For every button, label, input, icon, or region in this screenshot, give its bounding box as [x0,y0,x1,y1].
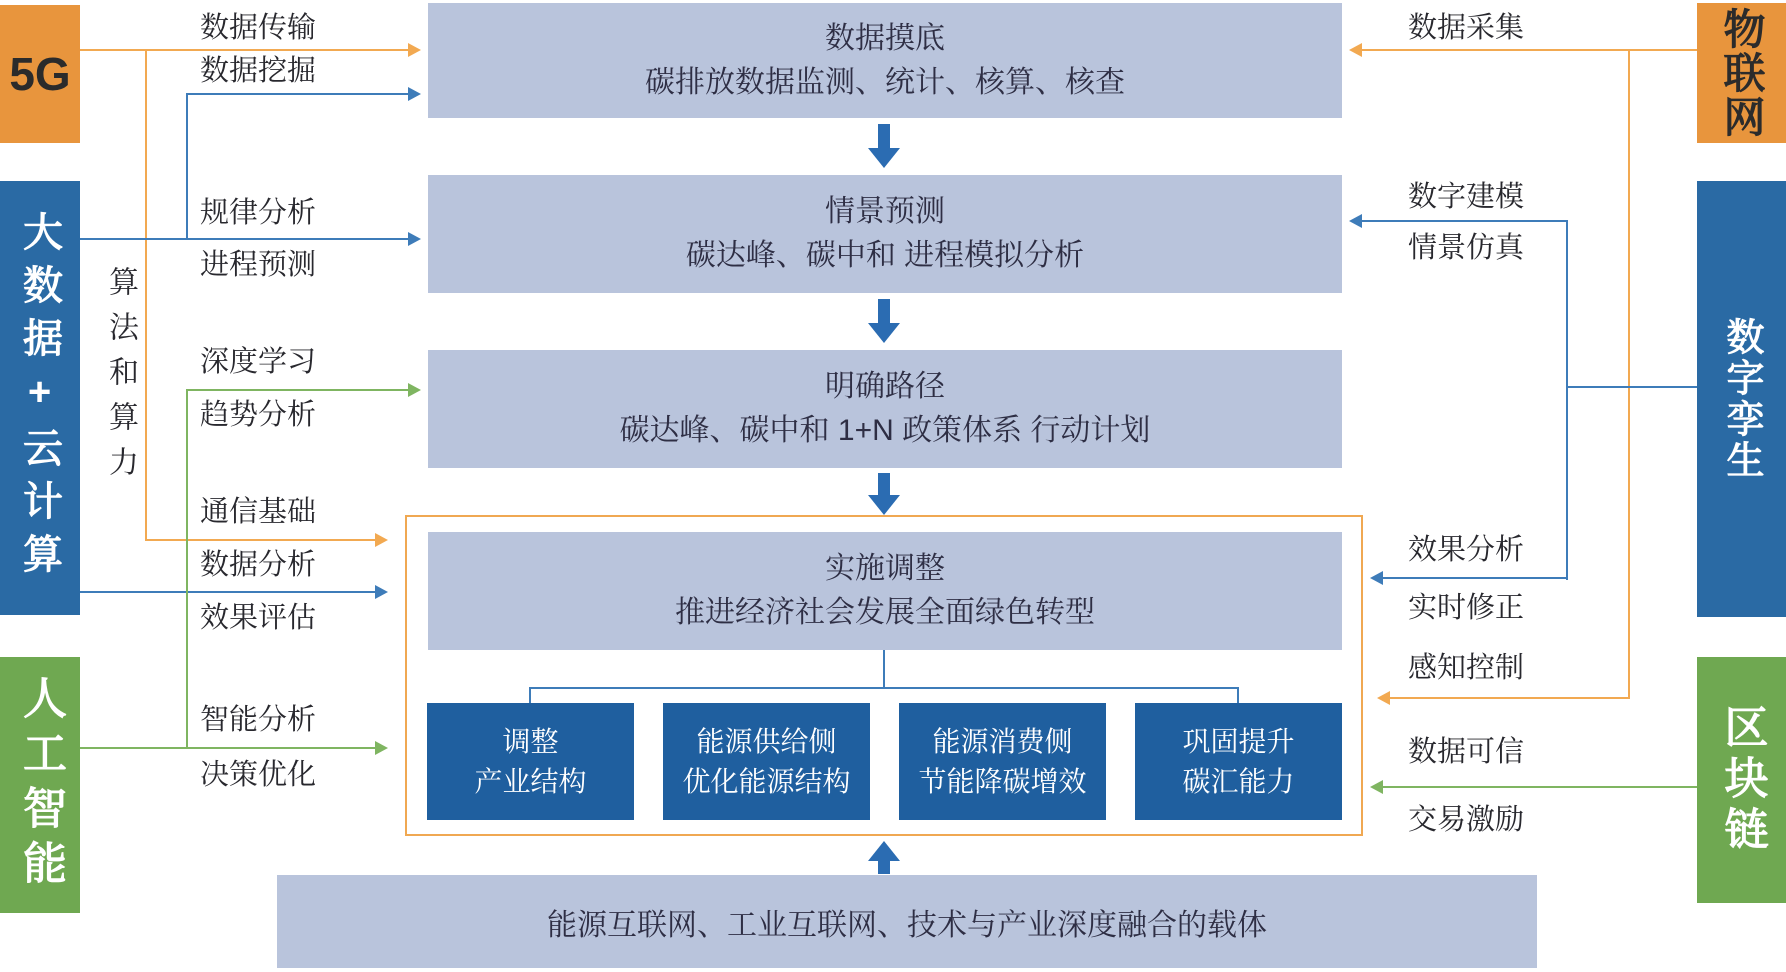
arrowhead-bigdata-stage-icon [375,585,388,599]
down-arrow-2-icon [868,323,900,343]
pillar-ai-label: 人工智能 [16,675,65,895]
arrowhead-bigdata-box1-icon [408,87,421,101]
line-twin-to-stage [1383,577,1568,579]
arrowhead-bigdata-box2-icon [408,232,421,246]
pillar-5g-label: 5G [9,48,71,100]
side-note-algorithms-computing: 算法和算力 [104,266,137,491]
down-arrow-3-icon [868,495,900,515]
label-perception-control: 感知控制 [1408,652,1525,684]
pillar-blockchain [1697,657,1786,903]
down-arrow-2-stem [878,299,890,323]
measure-box-energy-consumption [899,703,1106,820]
measure-box-industry-structure [427,703,634,820]
foundation-text: 能源互联网、工业互联网、技术与产业深度融合的载体 [547,908,1267,942]
flow-box-implement-adjust [428,532,1342,650]
connector-drop-right [1237,687,1239,703]
connector-stage-vertical [883,650,885,688]
label-scenario-simulation: 情景仿真 [1408,232,1525,264]
measure-3-line1: 能源消费侧 [932,725,1073,757]
arrowhead-twin-box2-icon [1349,214,1362,228]
line-iot-to-stage [1390,697,1630,699]
label-realtime-correction: 实时修正 [1408,592,1525,624]
label-data-trustworthy: 数据可信 [1408,736,1525,768]
line-bigdata-to-box1 [186,93,408,95]
pillar-iot-label: 物联网 [1718,7,1766,139]
line-ai-to-stage [80,747,375,749]
flow-box-3-title: 明确路径 [825,370,945,403]
arrowhead-iot-box1-icon [1349,43,1362,57]
down-arrow-3-stem [878,473,890,495]
label-data-collection: 数据采集 [1408,12,1525,44]
arrowhead-ai-stage-icon [375,741,388,755]
measure-box-carbon-sink [1135,703,1342,820]
line-twin-branch-vertical [1566,220,1568,580]
label-data-mining: 数据挖掘 [200,55,317,87]
line-bigdata-to-box2 [80,238,408,240]
pillar-blockchain-label: 区块链 [1717,703,1767,857]
label-decision-optimization: 决策优化 [200,759,317,791]
flow-box-data-survey [428,3,1342,118]
label-pattern-analysis: 规律分析 [200,197,317,229]
label-digital-modeling: 数字建模 [1408,181,1525,213]
line-bigdata-branch-vertical [186,93,188,240]
pillar-digital-twin-label: 数字孪生 [1720,317,1762,481]
flow-box-1-subtitle: 碳排放数据监测、统计、核算、核查 [645,65,1125,99]
arrowhead-twin-stage-icon [1370,571,1383,585]
up-arrow-stem [878,861,890,874]
connector-drop-left [529,687,531,703]
label-data-transmission: 数据传输 [200,12,317,44]
pillar-big-data-cloud-label: 大数据+云计算 [17,210,62,586]
flow-box-4-title: 实施调整 [825,552,945,585]
measure-1-line1: 调整 [502,725,559,757]
label-trend-analysis: 趋势分析 [200,399,317,431]
pillar-digital-twin [1697,181,1786,617]
line-ai-to-box3 [186,389,408,391]
flow-box-3-subtitle: 碳达峰、碳中和 1+N 政策体系 行动计划 [619,414,1151,447]
pillar-ai [0,657,80,913]
line-iot-to-box1 [1362,49,1697,51]
flow-box-4-subtitle: 推进经济社会发展全面绿色转型 [675,596,1095,629]
pillar-iot [1697,3,1786,143]
line-iot-branch-vertical [1628,49,1630,699]
measure-4-line1: 巩固提升 [1182,725,1295,757]
label-intelligent-analysis: 智能分析 [200,704,317,736]
label-communication-base: 通信基础 [200,496,317,528]
pillar-big-data-cloud [0,181,80,615]
arrowhead-5g-stage-icon [375,533,388,547]
line-5g-to-stage [145,539,375,541]
up-arrow-icon [868,841,900,861]
measure-3-line2: 节能降碳增效 [918,765,1087,797]
measure-box-energy-supply [663,703,870,820]
flow-box-1-title: 数据摸底 [825,21,945,55]
label-deep-learning: 深度学习 [200,346,317,378]
flow-box-scenario-forecast [428,175,1342,293]
label-effect-analysis: 效果分析 [1408,534,1525,566]
foundation-bar [277,875,1537,968]
line-blockchain-to-stage [1383,786,1697,788]
line-5g-branch-vertical [145,49,147,541]
flow-box-clear-path [428,350,1342,468]
measure-4-line2: 碳汇能力 [1182,765,1295,797]
arrowhead-blockchain-stage-icon [1370,780,1383,794]
measure-2-line2: 优化能源结构 [682,765,851,797]
label-data-analysis: 数据分析 [200,549,317,581]
measure-2-line1: 能源供给侧 [696,725,837,757]
down-arrow-1-stem [878,124,890,148]
pillar-5g [0,5,80,143]
connector-stage-horizontal [529,687,1239,689]
label-process-prediction: 进程预测 [200,249,317,281]
line-ai-branch-vertical [186,389,188,749]
arrowhead-iot-stage-icon [1377,691,1390,705]
flow-box-2-subtitle: 碳达峰、碳中和 进程模拟分析 [685,239,1085,272]
line-twin-to-box2 [1362,220,1568,222]
arrowhead-5g-box1-icon [408,43,421,57]
arrowhead-ai-box3-icon [408,383,421,397]
down-arrow-1-icon [868,148,900,168]
line-5g-to-box1 [80,49,408,51]
line-twin-stub [1566,386,1697,388]
flow-box-2-title: 情景预测 [825,195,945,228]
label-effect-evaluation: 效果评估 [200,602,317,634]
label-transaction-incentive: 交易激励 [1408,804,1525,836]
measure-1-line2: 产业结构 [474,765,587,797]
line-bigdata-to-stage [80,591,375,593]
